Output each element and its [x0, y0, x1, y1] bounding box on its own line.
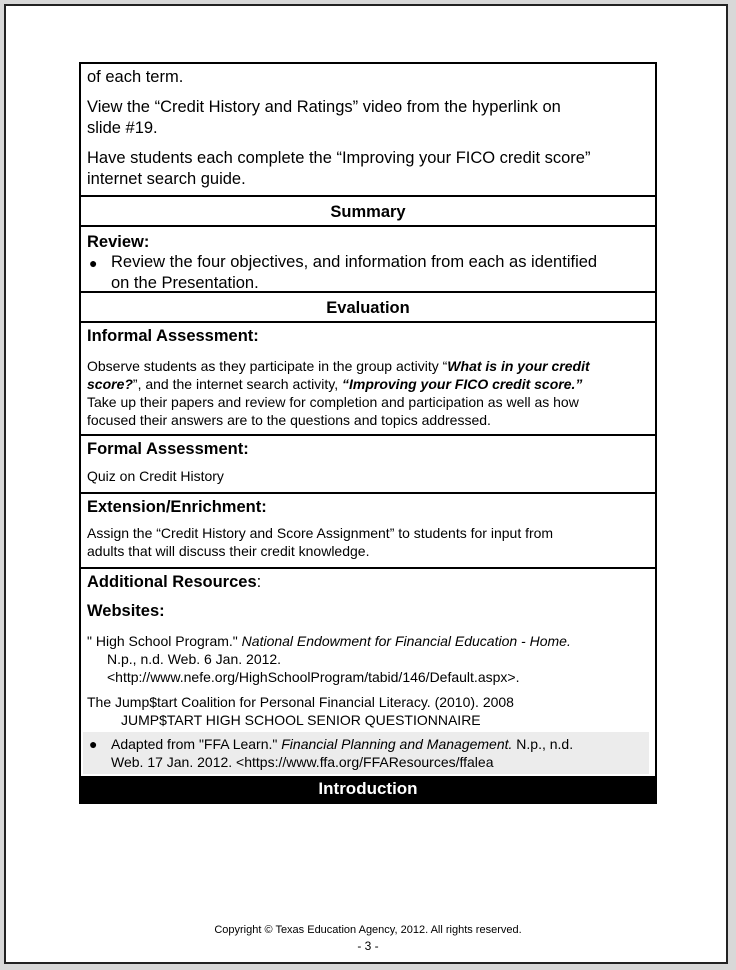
extension-text-1: Assign the “Credit History and Score Assignment” to students for input from [87, 525, 554, 541]
evaluation-header-row [81, 293, 655, 323]
informal-text-4: focused their answers are to the questions and topics addressed. [87, 412, 491, 428]
extension-row [81, 494, 655, 569]
informal-text-2b: ”, and the internet search activity, [132, 376, 342, 392]
informal-assessment-label: Informal Assessment: [87, 327, 259, 345]
informal-text-1a: Observe students as they participate in the group activity “ [87, 358, 448, 374]
informal-text-2 [87, 375, 649, 393]
resource-1-url[interactable]: <http://www.nefe.org/HighSchoolProgram/tabid/146/Default.aspx>. [107, 669, 520, 685]
summary-row [81, 227, 655, 293]
resource-2-line-2: JUMP$TART HIGH SCHOOL SENIOR QUESTIONNAIRE [121, 712, 481, 728]
resource-3-line-2[interactable]: Web. 17 Jan. 2012. <https://www.ffa.org/FFAResources/ffalea [111, 754, 494, 770]
resource-1-source: National Endowment for Financial Education - Home. [241, 633, 571, 649]
extension-text-2: adults that will discuss their credit knowledge. [87, 543, 370, 559]
activity-text-3a: Have students each complete the “Improving your FICO credit score” [87, 149, 591, 167]
resource-3-np: N.p., n.d. [512, 736, 574, 752]
introduction-bar: Introduction [81, 776, 655, 802]
informal-text-2a: score? [87, 376, 133, 392]
copyright-notice: Copyright © Texas Education Agency, 2012. All rights reserved. [214, 924, 522, 936]
informal-text-3: Take up their papers and review for completion and participation as well as how [87, 394, 579, 410]
activity-text-2a: View the “Credit History and Ratings” video from the hyperlink on [87, 98, 561, 116]
activity-text-2b: slide #19. [87, 119, 158, 137]
additional-resources-colon: : [256, 573, 262, 591]
additional-resources-label [87, 572, 649, 593]
resource-1-title: " High School Program." [87, 633, 242, 649]
additional-resources-text: Additional Resources [87, 573, 257, 591]
informal-text-1b: What is in your credit [447, 358, 590, 374]
formal-assessment-row [81, 436, 655, 494]
review-bullet-b: on the Presentation. [111, 274, 259, 292]
evaluation-heading: Evaluation [326, 299, 410, 317]
extension-label: Extension/Enrichment: [87, 498, 267, 516]
informal-text-2c: “Improving your FICO credit score.” [342, 376, 583, 392]
summary-heading: Summary [330, 203, 406, 221]
resource-3-source: Financial Planning and Management. [281, 736, 513, 752]
resource-1-line-2: N.p., n.d. Web. 6 Jan. 2012. [107, 651, 282, 667]
informal-text-1 [87, 357, 649, 375]
websites-label: Websites: [87, 602, 165, 620]
activity-text-1: of each term. [87, 68, 184, 86]
summary-header-row [81, 197, 655, 227]
resource-3-line-1 [111, 735, 649, 753]
resource-2-line-1: The Jump$tart Coalition for Personal Financial Literacy. (2010). 2008 [87, 694, 514, 710]
resource-3-title: Adapted from "FFA Learn." [111, 736, 282, 752]
bullet-icon: ● [89, 736, 98, 752]
formal-assessment-text: Quiz on Credit History [87, 468, 224, 484]
activity-text-3b: internet search guide. [87, 170, 246, 188]
resources-row [81, 569, 655, 776]
resource-1-line-1 [87, 632, 649, 650]
bullet-icon: ● [89, 255, 98, 271]
review-bullet-a: Review the four objectives, and information from each as identified [111, 253, 598, 271]
formal-assessment-label: Formal Assessment: [87, 440, 249, 458]
lesson-table [79, 62, 657, 804]
activity-row [81, 64, 655, 197]
review-label: Review: [87, 233, 150, 251]
page-number: - 3 - [357, 939, 379, 953]
informal-assessment-row [81, 323, 655, 436]
